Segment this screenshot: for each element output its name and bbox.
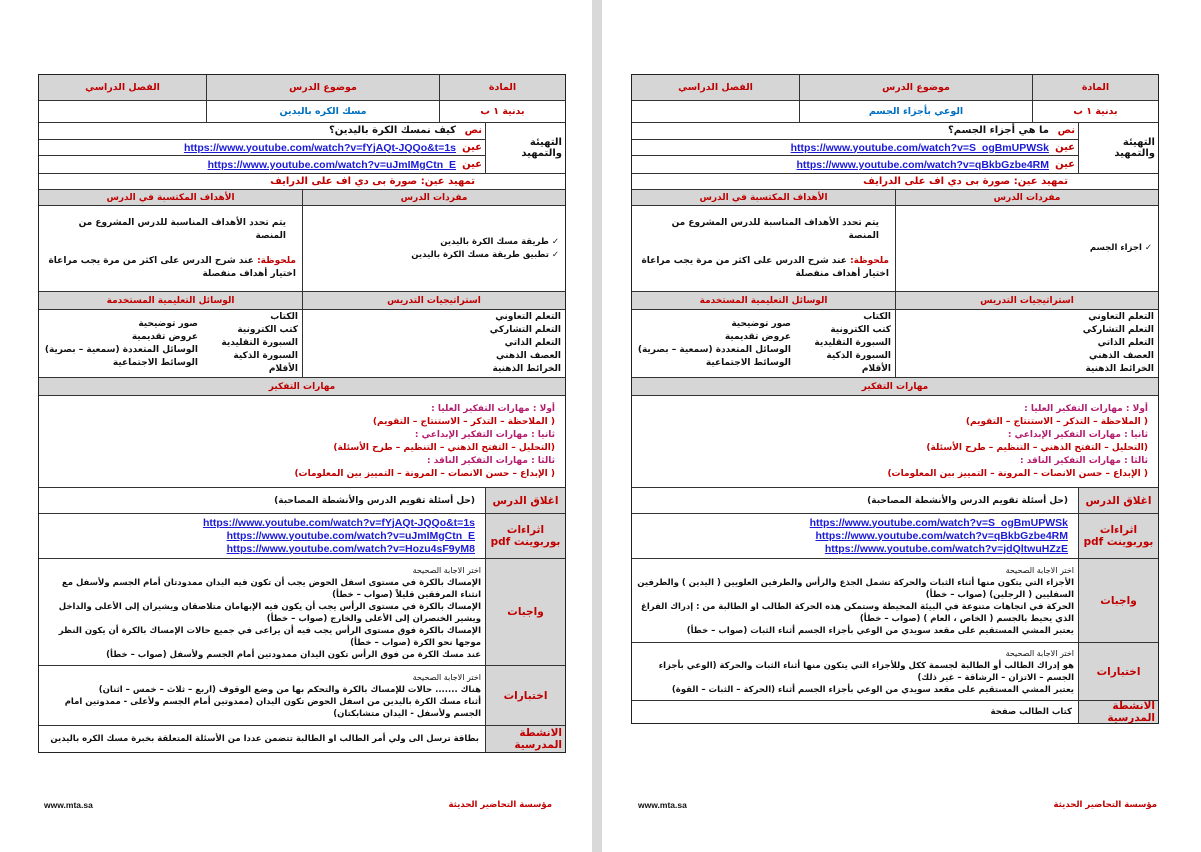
intro-link-2[interactable]: https://www.youtube.com/watch?v=uJmIMgCtn_E — [207, 158, 456, 171]
vocab-label: مفردات الدرس — [895, 190, 1158, 205]
goals-text: يتم تحدد الأهداف المناسبة للدرس المشروع من المنصة — [671, 217, 879, 241]
homework-text: اختر الاجابة الصحيحة الأجزاء التي يتكون منها أثناء الثبات والحركة تشمل الجذع والرأس والطرفين العلويين ( اليدين ) والطرفين السفليين ( الرجلين) (صواب – خطأ) الحركة في اتجاهات متنوعة في البيئة المحيطة وستمكن هذه الحركة الطالب او الطالبة من : إدراك الفراغ الذي يحيط بالجسم ( الخاص ، العام ) (صواب – خطأ) يعتبر المشي المستقيم على مقعد سويدي من الوعي بأجزاء الجسم أثناء الثبات (صواب – خطأ) — [637, 566, 1074, 636]
activities-text: بطاقة ترسل الى ولي أمر الطالب او الطالبة تتضمن عددا من الأسئلة المتعلقة بخبرة مسك الكره باليدين — [50, 734, 479, 744]
enrich-link-3[interactable]: https://www.youtube.com/watch?v=jdQltwuHZzE — [824, 542, 1068, 555]
goals-label: الأهداف المكتسبة في الدرس — [106, 192, 235, 203]
media-list: الكتاب كتب الكترونية السبورة التقليدية السبورة الذكية الأقلام صور توضيحية عروض تقديمية الوسائل المتعددة (سمعية – بصرية) الوسائط الاجتماعية — [44, 312, 298, 374]
closing-label: اغلاق الدرس — [485, 488, 565, 513]
enrich-link-1[interactable]: https://www.youtube.com/watch?v=fYjAQt-JQQo&t=1s — [202, 516, 475, 529]
vocab-item-1: ✓ اجزاء الجسم — [1089, 243, 1152, 253]
intro-link-1[interactable]: https://www.youtube.com/watch?v=S_ogBmUPWSk — [790, 141, 1049, 154]
semester-label: الفصل الدراسي — [678, 82, 753, 93]
tests-label: اختبارات — [1078, 643, 1158, 700]
enrich-link-2[interactable]: https://www.youtube.com/watch?v=qBkbGzbe4RM — [815, 529, 1068, 542]
document-page-left — [0, 0, 592, 852]
thinking-label: مهارات التفكير — [861, 381, 929, 392]
closing-text: (حل أسئلة تقويم الدرس والأنشطة المصاحبة) — [274, 495, 475, 506]
goals-note: ملحوظة: عند شرح الدرس على اكثر من مرة يجب مراعاة اختيار أهداف منفصلة — [48, 255, 296, 279]
strategies-label: استراتيجيات التدريس — [895, 292, 1158, 309]
intro-row-text: نص ما هي أجزاء الجسم؟ — [632, 123, 1078, 140]
intro-prelude: تمهيد عين: صورة بى دي اف على الدرايف — [270, 176, 475, 187]
tests-text: اختر الاجابة الصحيحة هو إدراك الطالب أو الطالبة لجسمة ككل وللأجزاء التي يتكون منها أثناء الثبات والحركة (الوعي بأجزاء الجسم – الاتزان – الرشاقة – غير ذلك) يعتبر المشي المستقيم على مقعد سويدي من الوعي بأجزاء الجسم أثناء (الحركة – الثبات – القوة) — [658, 649, 1074, 695]
intro-row-link-1[interactable]: عين https://www.youtube.com/watch?v=S_ogBmUPWSk — [632, 140, 1078, 157]
closing-label: اغلاق الدرس — [1078, 488, 1158, 513]
topic-label: موضوع الدرس — [206, 75, 439, 100]
enrich-link-2[interactable]: https://www.youtube.com/watch?v=uJmIMgCtn_E — [226, 529, 475, 542]
media-label: الوسائل التعليمية المستخدمة — [106, 295, 235, 306]
activities-label: الانشطة المدرسية — [485, 726, 565, 752]
tests-label: اختبارات — [485, 666, 565, 725]
vocab-item-2: ✓ تطبيق طريقة مسك الكرة باليدين — [411, 249, 559, 260]
intro-link-2[interactable]: https://www.youtube.com/watch?v=qBkbGzbe4RM — [796, 158, 1049, 171]
media-list: الكتاب كتب الكترونية السبورة التقليدية السبورة الذكية الأقلام صور توضيحية عروض تقديمية الوسائل المتعددة (سمعية – بصرية) الوسائط الاجتماعية — [637, 312, 891, 374]
goals-label: الأهداف المكتسبة في الدرس — [699, 192, 828, 203]
topic-value: الوعي بأجزاء الجسم — [799, 101, 1032, 122]
media-label: الوسائل التعليمية المستخدمة — [699, 295, 828, 306]
intro-prelude: تمهيد عين: صورة بى دي اف على الدرايف — [863, 176, 1068, 187]
topic-label: موضوع الدرس — [799, 75, 1032, 100]
goals-text: يتم تحدد الأهداف المناسبة للدرس المشروع من المنصة — [78, 217, 286, 241]
subject-value: بدنية ١ ب — [1032, 101, 1158, 122]
strategies-label: استراتيجيات التدريس — [302, 292, 565, 309]
enrich-label: اثراءات بوربوينت pdf — [1078, 514, 1158, 558]
footer-org: مؤسسة التحاضير الحديثة — [448, 800, 552, 810]
enrich-link-1[interactable]: https://www.youtube.com/watch?v=S_ogBmUPWSk — [809, 516, 1068, 529]
intro-link-1[interactable]: https://www.youtube.com/watch?v=fYjAQt-JQQo&t=1s — [183, 141, 456, 154]
vocab-label: مفردات الدرس — [302, 190, 565, 205]
activities-text: كتاب الطالب صفحة — [990, 707, 1072, 717]
homework-label: واجبات — [1078, 559, 1158, 642]
goals-note: ملحوظة: عند شرح الدرس على اكثر من مرة يجب مراعاة اختيار أهداف منفصلة — [641, 255, 889, 279]
vocab-item-1: ✓ طريقة مسك الكرة باليدين — [440, 236, 559, 247]
semester-value — [632, 101, 799, 122]
subject-label: المادة — [439, 75, 565, 100]
topic-value: مسك الكره باليدين — [206, 101, 439, 122]
thinking-list: أولا : مهارات التفكير العليا : ( الملاحظة – التذكر – الاستنتاج – التقويم) ثانيا : مهارات التفكير الإبداعي : (التحليل – التفتح الذهني – التنظيم – طرح الأسئلة) ثالثا : مهارات التفكير الناقد : ( الإبداع – حسن الانصات – المرونة – التمييز بين المعلومات) — [887, 403, 1148, 479]
intro-row-text: نص كيف نمسك الكرة باليدين؟ — [39, 123, 485, 140]
intro-row-link-2[interactable]: عين https://www.youtube.com/watch?v=qBkbGzbe4RM — [632, 156, 1078, 173]
subject-value: بدنية ١ ب — [439, 101, 565, 122]
activities-label: الانشطة المدرسية — [1078, 701, 1158, 723]
intro-label: التهيئة والتمهيد — [1078, 123, 1158, 173]
homework-label: واجبات — [485, 559, 565, 665]
subject-label: المادة — [1032, 75, 1158, 100]
footer-org: مؤسسة التحاضير الحديثة — [1053, 800, 1157, 810]
intro-row-link-1[interactable]: عين https://www.youtube.com/watch?v=fYjAQt-JQQo&t=1s — [39, 140, 485, 157]
footer-site: www.mta.sa — [638, 800, 687, 810]
lesson-plan-table — [631, 74, 1159, 724]
enrich-link-3[interactable]: https://www.youtube.com/watch?v=Hozu4sF9yM8 — [226, 542, 475, 555]
strategies-list: التعلم التعاوني التعلم التشاركي التعلم الذاتي العصف الذهني الخرائط الذهنية — [302, 310, 565, 377]
homework-text: اختر الاجابة الصحيحة الإمساك بالكرة في مستوى اسفل الحوض يجب أن تكون فيه اليدان ممدودتان أمام الجسم ولأسفل مع انثناء المرفقين قليلاً (صواب – خطأ) الإمساك بالكرة في مستوى الرأس يجب أن يكون فيه الإبهامان متلاصقان ويشيران إلى الأعلى والداخل ويشير الخنصران إلى الأعلى والخارج (صواب – خطأ) الإمساك بالكرة فوق مستوى الرأس يجب فيه أن يراعى في جميع حالات الإمساك بالكرة أن يكون النظر موجها نحو الكرة (صواب – خطأ) عند مسك الكرة من فوق الرأس تكون اليدان ممدودتين أمام الجسم ولأسفل (صواب – خطأ) — [58, 565, 481, 660]
document-page-right — [602, 0, 1201, 852]
closing-text: (حل أسئلة تقويم الدرس والأنشطة المصاحبة) — [867, 495, 1068, 506]
footer-site: www.mta.sa — [44, 800, 93, 810]
semester-label: الفصل الدراسي — [85, 82, 160, 93]
strategies-list: التعلم التعاوني التعلم التشاركي التعلم الذاتي العصف الذهني الخرائط الذهنية — [895, 310, 1158, 377]
semester-value — [39, 101, 206, 122]
tests-text: اختر الاجابة الصحيحة هناك ....... حالات للإمساك بالكرة والتحكم بها من وضع الوقوف (اربع – ثلاث – خمس – اثنان) أثناء مسك الكرة باليدين من اسفل الحوض تكون اليدان (ممدوتين أمام الجسم ولأعلى - ممدوتين امام الجسم ولأسفل - اليدان متشابكتان) — [64, 673, 481, 719]
enrich-label: اثراءات بوربوينت pdf — [485, 514, 565, 558]
thinking-label: مهارات التفكير — [268, 381, 336, 392]
intro-label: التهيئة والتمهيد — [485, 123, 565, 173]
intro-row-link-2[interactable]: عين https://www.youtube.com/watch?v=uJmIMgCtn_E — [39, 156, 485, 173]
thinking-list: أولا : مهارات التفكير العليا : ( الملاحظة – التذكر – الاستنتاج – التقويم) ثانيا : مهارات التفكير الإبداعي : (التحليل – التفتح الذهني – التنظيم – طرح الأسئلة) ثالثا : مهارات التفكير الناقد : ( الإبداع – حسن الانصات – المرونة – التمييز بين المعلومات) — [294, 403, 555, 479]
lesson-plan-table — [38, 74, 566, 753]
